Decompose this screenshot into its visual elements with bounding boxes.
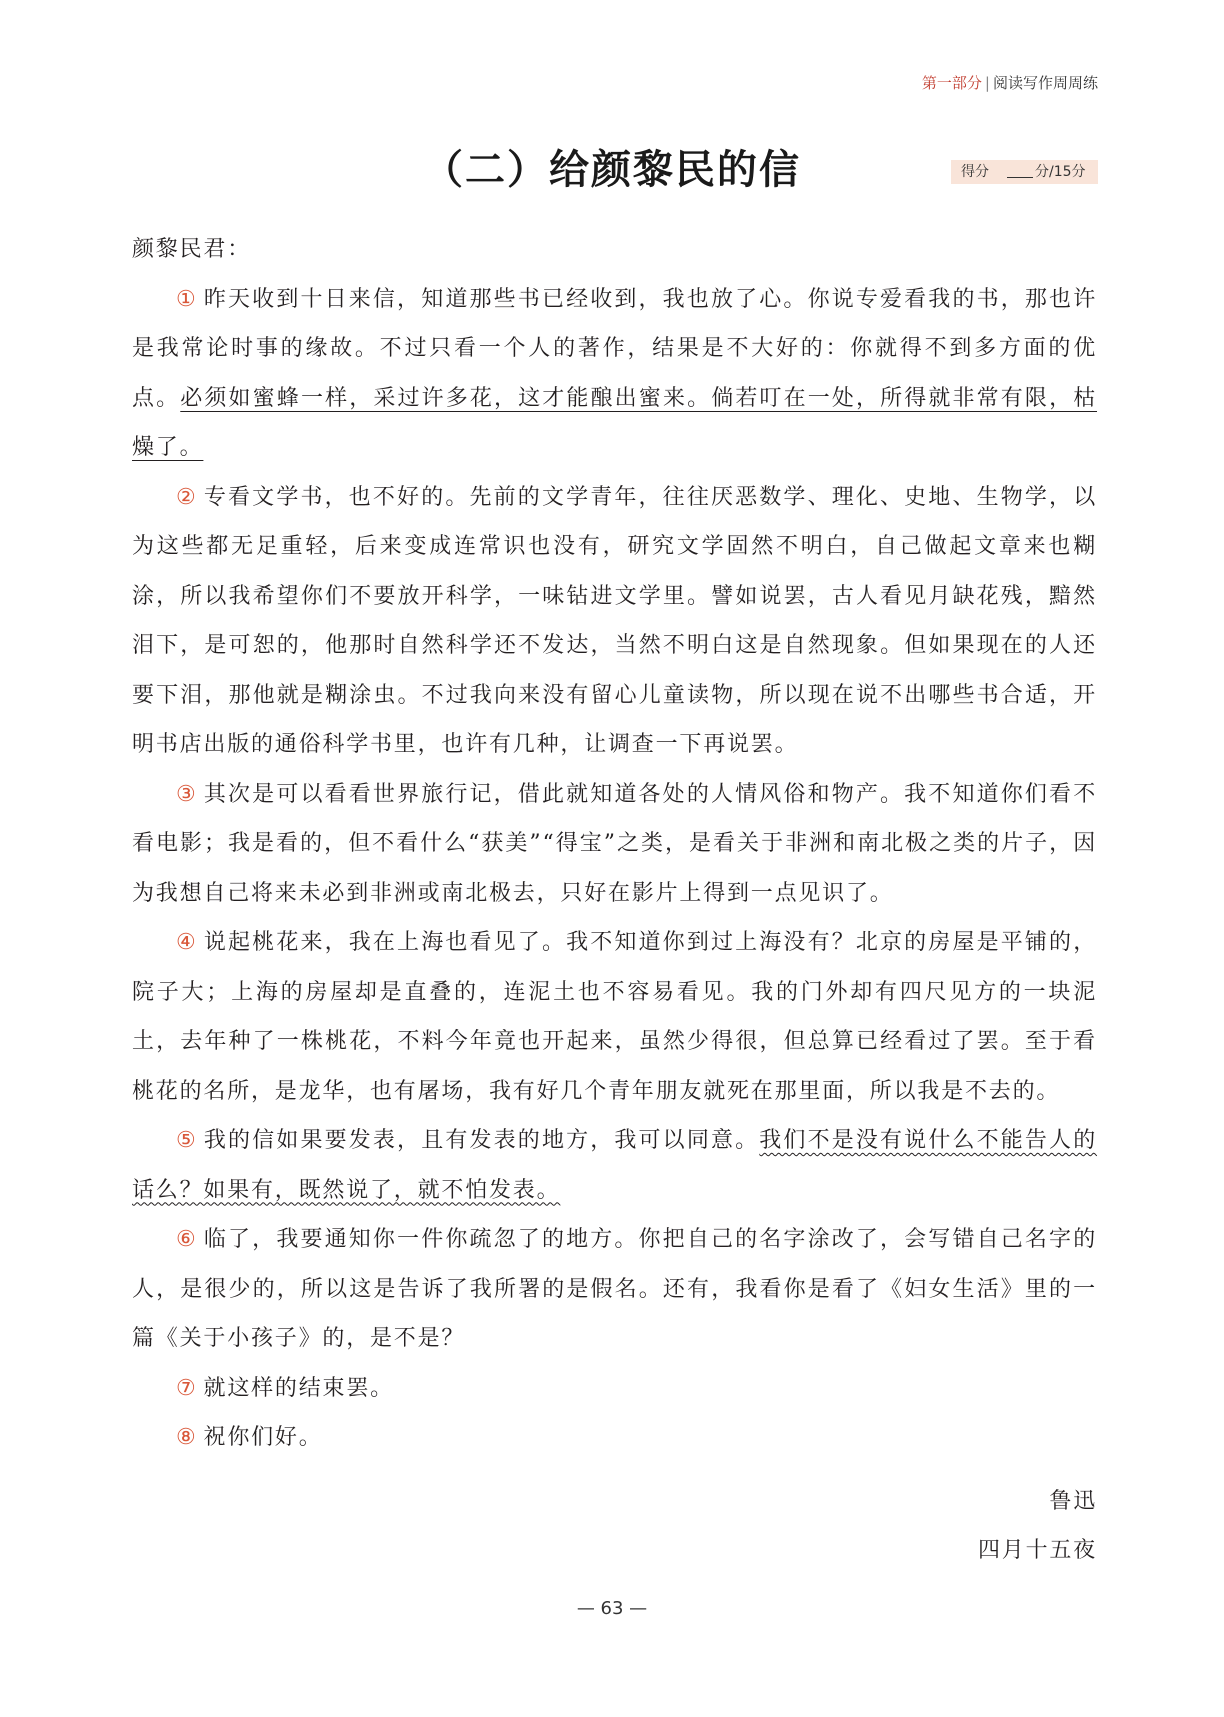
paragraph-text: 昨天收到十日来信，知道那些书已经收到，我也放了心。你说专爱看我的书，那也许是我常论时事的缘故。不过只看一个人的著作，结果是不大好的：你就得不到多方面的优点。 [132, 286, 1097, 411]
paragraph-text: 其次是可以看看世界旅行记，借此就知道各处的人情风俗和物产。我不知道你们看不看电影；我是看的，但不看什么“获美”“得宝”之类，是看关于非洲和南北极之类的片子，因为我想自己将来未必到非洲或南北极去，只好在影片上得到一点见识了。 [132, 781, 1097, 906]
paragraph-text: 祝你们好。 [203, 1425, 323, 1450]
paragraph-4 [132, 918, 1097, 1116]
paragraph-number: ⑤ [176, 1128, 198, 1153]
paragraph-text: 专看文学书，也不好的。先前的文学青年，往往厌恶数学、理化、史地、生物学，以为这些都无足重轻，后来变成连常识也没有，研究文学固然不明白，自己做起文章来也糊涂，所以我希望你们不要放开科学，一味钻进文学里。譬如说罢，古人看见月缺花残，黯然泪下，是可恕的，他那时自然科学还不发达，当然不明白这是自然现象。但如果现在的人还要下泪，那他就是糊涂虫。不过我向来没有留心儿童读物，所以现在说不出哪些书合适，开明书店出版的通俗科学书里，也许有几种，让调查一下再说罢。 [132, 484, 1097, 757]
paragraph-6 [132, 1215, 1097, 1364]
paragraph-number: ② [176, 484, 198, 510]
paragraph-text: 我的信如果要发表，且有发表的地方，我可以同意。 [203, 1128, 760, 1153]
paragraph-number: ⑦ [176, 1375, 198, 1401]
paragraph-2 [132, 473, 1097, 770]
paragraph-text: 说起桃花来，我在上海也看见了。我不知道你到过上海没有？北京的房屋是平铺的，院子大；上海的房屋却是直叠的，连泥土也不容易看见。我的门外却有四尺见方的一块泥土，去年种了一株桃花，不料今年竟也开起来，虽然少得很，但总算已经看过了罢。至于看桃花的名所，是龙华，也有屠场，我有好几个青年朋友就死在那里面，所以我是不去的。 [132, 930, 1097, 1104]
paragraph-number: ① [176, 286, 198, 312]
paragraph-number: ⑧ [176, 1425, 198, 1450]
paragraph-text: 临了，我要通知你一件你疏忽了的地方。你把自己的名字涂改了，会写错自己名字的人，是很少的，所以这是告诉了我所署的是假名。还有，我看你是看了《妇女生活》里的一篇《关于小孩子》的，是不是？ [132, 1227, 1097, 1351]
score-label: 得分 [961, 164, 989, 180]
score-box [951, 160, 1098, 184]
page-title: （二）给颜黎民的信 [423, 147, 801, 193]
paragraph-text: 就这样的结束罢。 [203, 1375, 394, 1401]
paragraph-7 [132, 1364, 1097, 1414]
page-header [922, 72, 1098, 93]
paragraph-1 [132, 275, 1097, 473]
underlined-sentence: 必须如蜜蜂一样，采过许多花，这才能酿出蜜来。倘若叮在一处，所得就非常有限，枯燥了。 [132, 385, 1098, 460]
signature-name: 鲁迅 [1049, 1488, 1097, 1514]
salutation: 颜黎民君： [132, 237, 252, 262]
score-value: 分/15分 [1035, 164, 1086, 180]
header-part: 第一部分 [921, 74, 982, 92]
paragraph-3 [132, 770, 1097, 919]
paragraph-number: ③ [176, 781, 198, 807]
paragraph-8 [132, 1413, 1097, 1463]
paragraph-5 [132, 1116, 1097, 1215]
paragraph-number: ⑥ [176, 1227, 198, 1252]
letter-body [132, 225, 1097, 1576]
header-section: 阅读写作周周练 [992, 74, 1098, 92]
header-divider: | [984, 74, 990, 92]
page-number: — 63 — [576, 1598, 648, 1619]
signature-date: 四月十五夜 [977, 1538, 1097, 1563]
paragraph-number: ④ [176, 930, 198, 955]
score-blank [1007, 160, 1033, 178]
wavy-underlined-sentence: 我们不是没有说什么不能告人的话么？如果有，既然说了，就不怕发表。 [132, 1128, 1098, 1203]
